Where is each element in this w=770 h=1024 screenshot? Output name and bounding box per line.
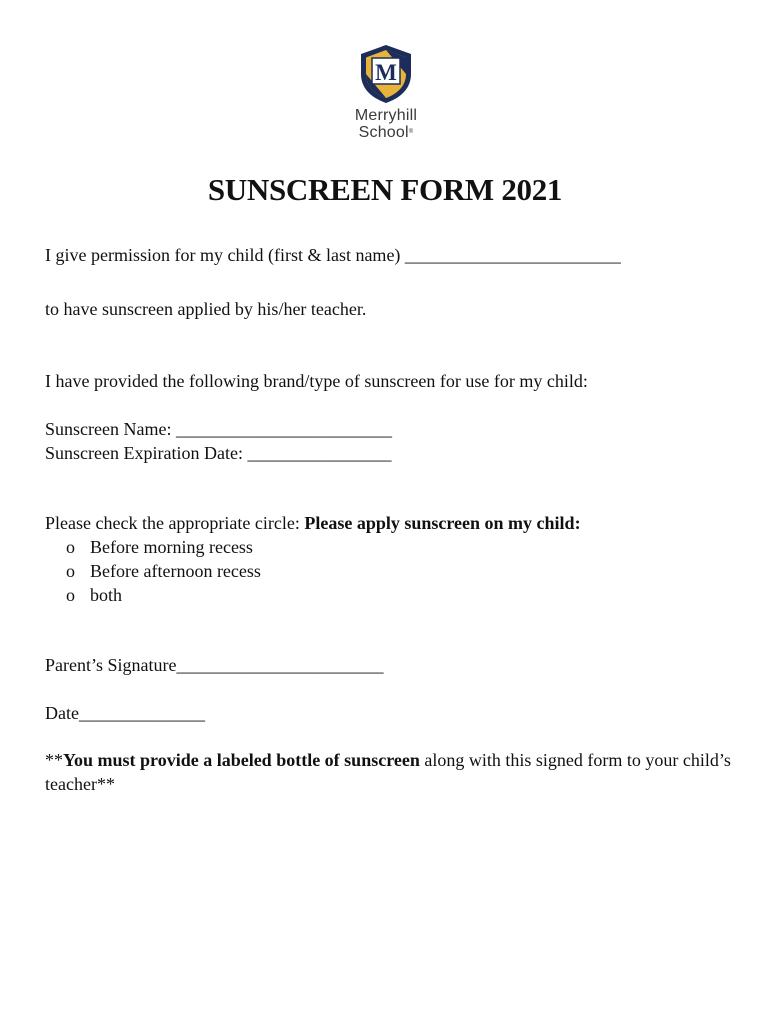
circle-bullet-icon: o bbox=[66, 585, 75, 605]
note-bold: You must provide a labeled bottle of sunscreen bbox=[63, 750, 420, 770]
option-label: Before morning recess bbox=[90, 537, 253, 557]
date-line: Date______________ bbox=[45, 703, 205, 723]
logo-name-line1: Merryhill bbox=[354, 107, 418, 124]
logo-name-line2: School bbox=[358, 124, 409, 141]
applied-line: to have sunscreen applied by his/her teacher. bbox=[45, 299, 367, 319]
logo-letter: M bbox=[375, 60, 397, 85]
sunscreen-name-line: Sunscreen Name: ________________________ bbox=[45, 419, 392, 439]
option-both bbox=[66, 585, 122, 606]
provided-line: I have provided the following brand/type of sunscreen for use for my child: bbox=[45, 371, 588, 391]
school-logo bbox=[339, 44, 433, 141]
form-title: SUNSCREEN FORM 2021 bbox=[207, 172, 563, 207]
permission-line: I give permission for my child (first & last name) ________________________ bbox=[45, 245, 621, 265]
bottle-requirement-note bbox=[45, 748, 735, 796]
check-prompt-bold: Please apply sunscreen on my child: bbox=[304, 513, 581, 533]
expiration-date-line: Sunscreen Expiration Date: ________________ bbox=[45, 443, 392, 463]
note-prefix: ** bbox=[45, 750, 63, 770]
option-label: Before afternoon recess bbox=[90, 561, 261, 581]
check-prompt-text: Please check the appropriate circle: bbox=[45, 513, 305, 533]
circle-bullet-icon: o bbox=[66, 537, 75, 557]
trademark-mark: ® bbox=[408, 129, 414, 135]
check-prompt bbox=[45, 513, 581, 534]
circle-bullet-icon: o bbox=[66, 561, 75, 581]
option-label: both bbox=[90, 585, 123, 605]
option-afternoon-recess bbox=[66, 561, 261, 582]
note-rest: along with this signed form to your child’s teacher** bbox=[45, 750, 731, 794]
shield-crest-icon bbox=[359, 44, 413, 104]
parent-signature-line: Parent’s Signature_______________________ bbox=[45, 655, 384, 675]
option-morning-recess bbox=[66, 537, 253, 558]
